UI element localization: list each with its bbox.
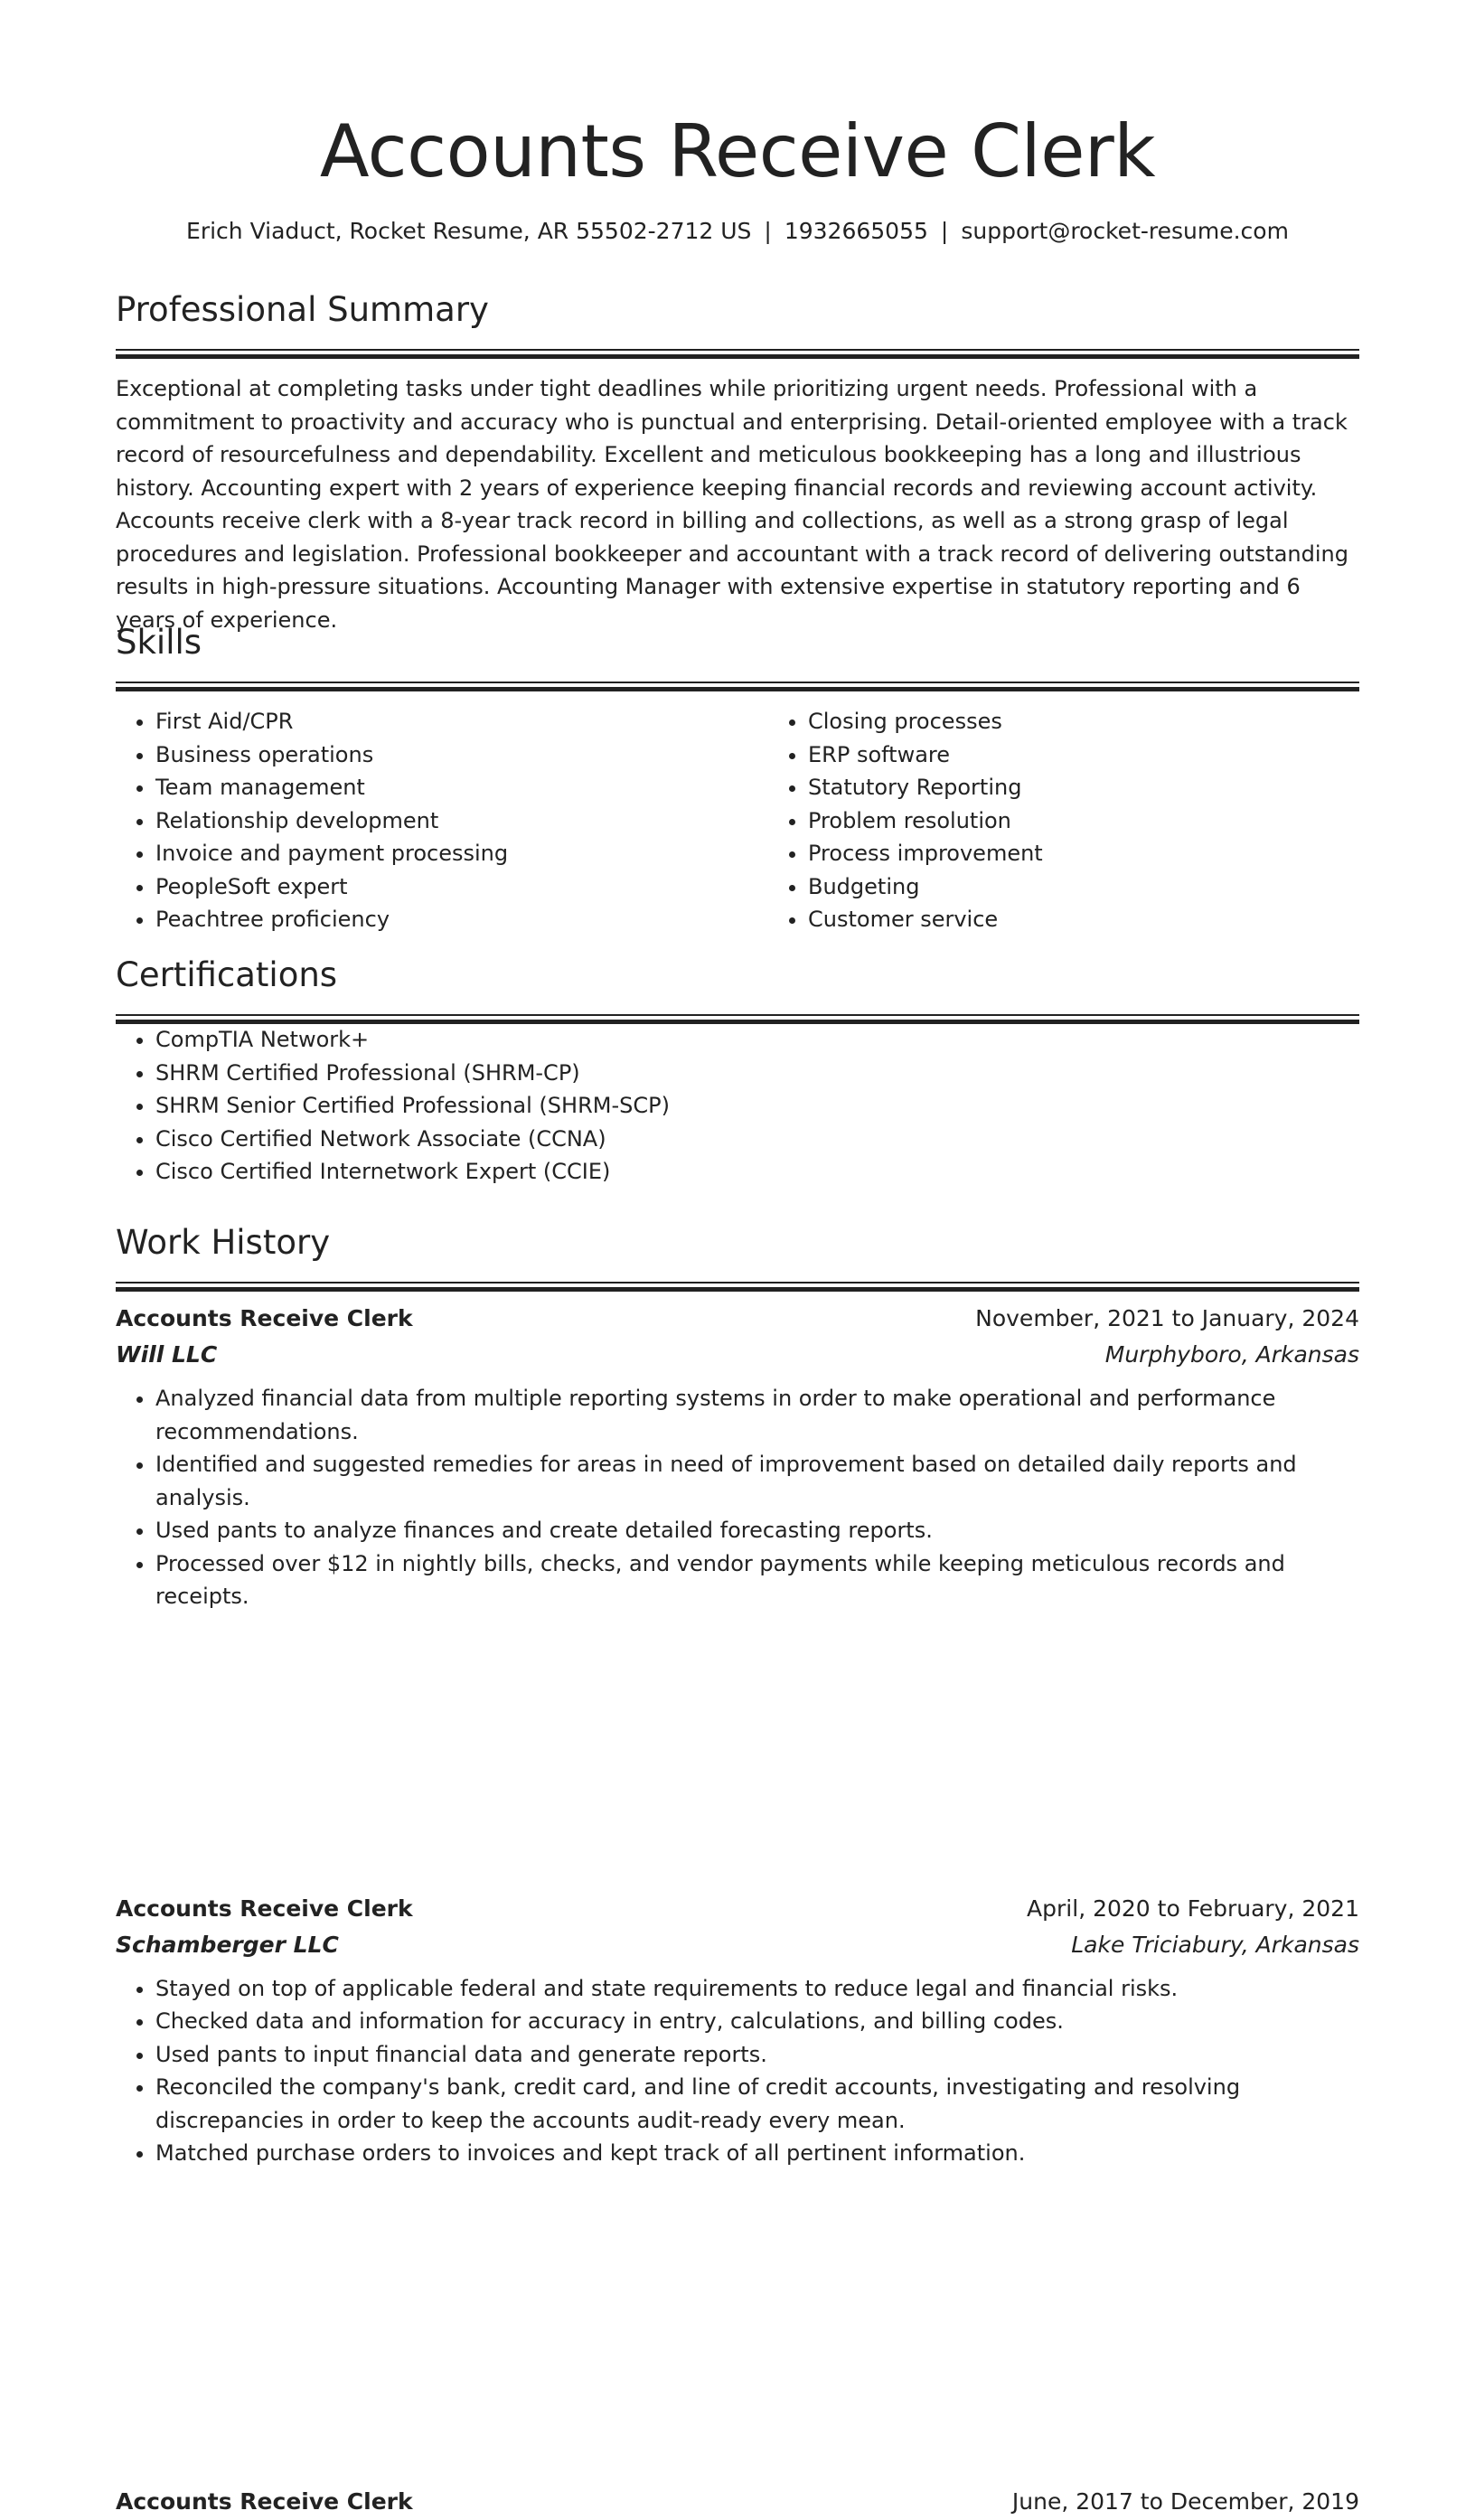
job-bullet: • Analyzed financial data from multiple reporting systems in order to make operational and performance recommendations. (155, 1382, 1359, 1448)
contact-separator: | (764, 218, 772, 244)
job-entry (116, 1891, 1359, 2170)
resume-page (116, 0, 1359, 2515)
skill-item: • Peachtree proficiency (155, 903, 768, 936)
job-location: Murphyboro, Arkansas (1104, 1341, 1359, 1368)
job-dates: June, 2017 to December, 2019 (1011, 2487, 1359, 2515)
contact-separator: | (940, 218, 949, 244)
work-history-section (116, 1220, 1359, 1291)
section-divider (116, 682, 1359, 691)
job-entry (116, 1301, 1359, 1613)
job-dates: November, 2021 to January, 2024 (975, 1305, 1359, 1331)
section-divider (116, 1282, 1359, 1291)
job-location: Lake Triciabury, Arkansas (1071, 1931, 1359, 1958)
job-title: Accounts Receive Clerk (116, 2487, 413, 2515)
summary-text: Exceptional at completing tasks under tight deadlines while prioritizing urgent needs. Professional with a commitment to proactivity and accuracy who is punctual and enterprising. Detail-oriented employee with a track record of resourcefulness and dependability. Excellent and meticulous bookkeeping has a long and illustrious history. Accounting expert with 2 years of experience keeping financial records and reviewing account activity. Accounts receive clerk with a 8-year track record in billing and collections, as well as a strong grasp of legal procedures and legislation. Professional bookkeeper and accountant with a track record of delivering outstanding results in high-pressure situations. Accounting Manager with extensive expertise in statutory reporting and 6 years of experience. (116, 376, 1348, 633)
job-entry (116, 2484, 1359, 2520)
job-company: Will LLC (116, 1341, 218, 1368)
job-bullet: • Matched purchase orders to invoices and kept track of all pertinent information. (155, 2137, 1359, 2170)
section-divider (116, 349, 1359, 358)
skills-section (116, 620, 1359, 936)
skill-item: • Problem resolution (808, 804, 1421, 838)
job-bullets (116, 1382, 1359, 1613)
certifications-section (116, 953, 1359, 1189)
certification-item: • Cisco Certified Internetwork Expert (CCIE) (155, 1155, 1359, 1189)
job-dates: April, 2020 to February, 2021 (1027, 1895, 1359, 1922)
skill-item: • Closing processes (808, 705, 1421, 738)
contact-email: support@rocket-resume.com (961, 218, 1289, 244)
job-header-row (116, 2484, 1359, 2520)
certification-item: • CompTIA Network+ (155, 1023, 1359, 1057)
job-bullet: • Used pants to analyze finances and create detailed forecasting reports. (155, 1514, 1359, 1547)
job-bullet: • Processed over $12 in nightly bills, checks, and vendor payments while keeping meticulous records and receipts. (155, 1547, 1359, 1613)
contact-address: Erich Viaduct, Rocket Resume, AR 55502-2712 US (186, 218, 752, 244)
job-bullets (116, 1972, 1359, 2170)
skill-item: • Invoice and payment processing (155, 837, 768, 870)
section-title-work-history: Work History (116, 1223, 331, 1262)
certification-item: • SHRM Senior Certified Professional (SHRM-SCP) (155, 1089, 1359, 1123)
job-title: Accounts Receive Clerk (116, 1895, 413, 1922)
section-title-certifications: Certifications (116, 955, 338, 994)
skill-item: • Customer service (808, 903, 1421, 936)
skill-item: • Process improvement (808, 837, 1421, 870)
certifications-list (116, 1023, 1359, 1189)
section-title-summary: Professional Summary (116, 290, 489, 329)
job-bullet: • Stayed on top of applicable federal and state requirements to reduce legal and financial risks. (155, 1972, 1359, 2006)
job-bullet: • Used pants to input financial data and generate reports. (155, 2038, 1359, 2072)
skills-columns (116, 705, 1359, 936)
job-title: Accounts Receive Clerk (116, 1305, 413, 1331)
job-company-row (116, 1927, 1359, 1963)
section-divider (116, 1014, 1359, 1023)
contact-phone: 1932665055 (784, 218, 928, 244)
skill-item: • Statutory Reporting (808, 771, 1421, 804)
job-header-row (116, 1301, 1359, 1337)
job-bullet: • Reconciled the company's bank, credit card, and line of credit accounts, investigating and resolving discrepancies in order to keep the accounts audit-ready every mean. (155, 2071, 1359, 2137)
job-bullet: • Identified and suggested remedies for areas in need of improvement based on detailed daily reports and analysis. (155, 1448, 1359, 1514)
contact-line (116, 215, 1359, 248)
job-company: Schamberger LLC (116, 1931, 339, 1958)
skill-item: • First Aid/CPR (155, 705, 768, 738)
skills-list-right (768, 705, 1421, 936)
skill-item: • Business operations (155, 738, 768, 772)
section-title-skills: Skills (116, 623, 202, 662)
skill-item: • ERP software (808, 738, 1421, 772)
job-company-row (116, 1337, 1359, 1373)
skill-item: • Budgeting (808, 870, 1421, 904)
job-bullet: • Checked data and information for accuracy in entry, calculations, and billing codes. (155, 2005, 1359, 2038)
summary-section (116, 287, 1359, 636)
certification-item: • Cisco Certified Network Associate (CCNA) (155, 1123, 1359, 1156)
skill-item: • Team management (155, 771, 768, 804)
resume-name: Accounts Receive Clerk (319, 109, 1156, 193)
skill-item: • PeopleSoft expert (155, 870, 768, 904)
skill-item: • Relationship development (155, 804, 768, 838)
skills-list-left (116, 705, 768, 936)
certification-item: • SHRM Certified Professional (SHRM-CP) (155, 1057, 1359, 1090)
